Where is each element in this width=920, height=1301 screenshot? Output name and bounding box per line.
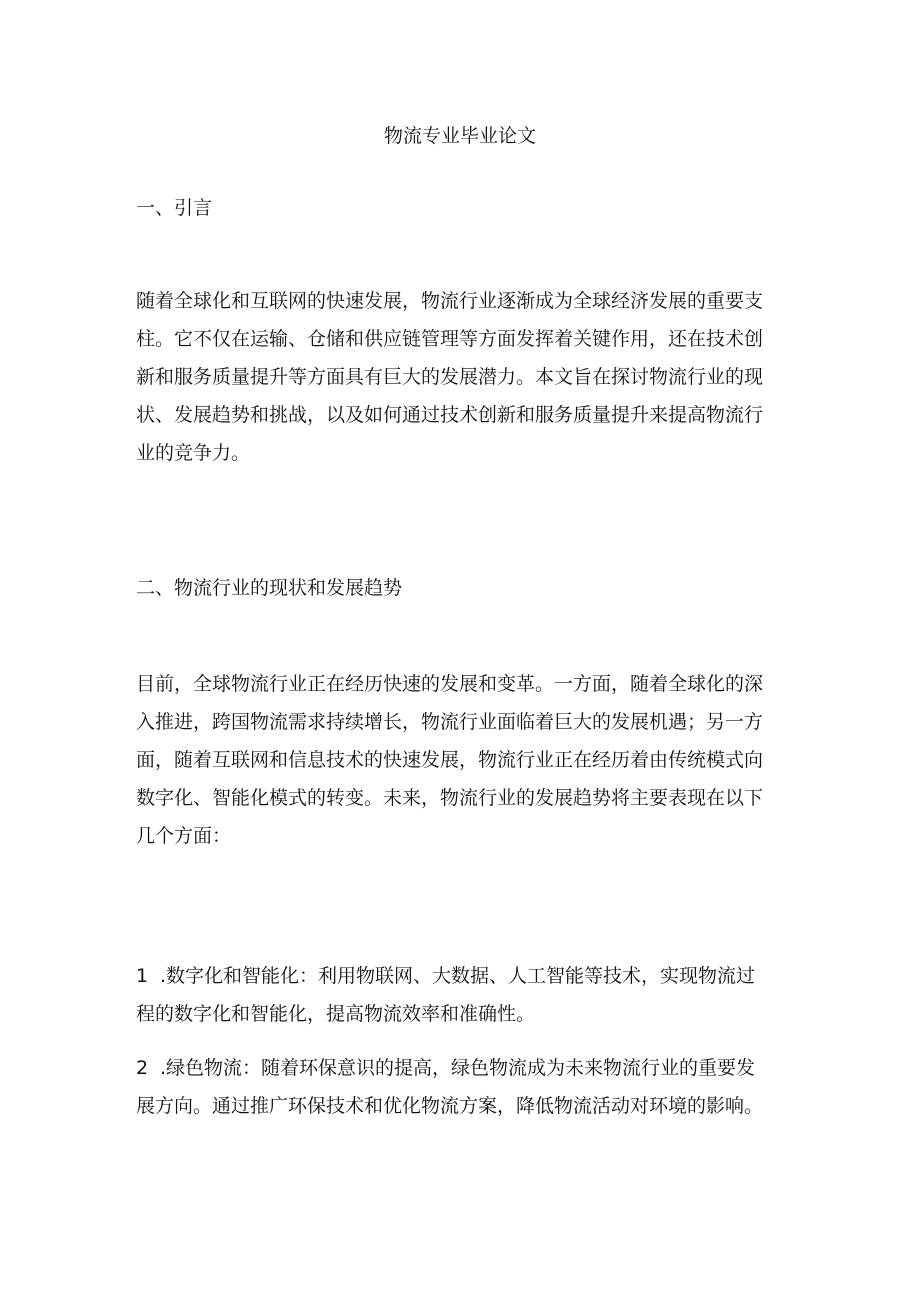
list-item-digital-intelligent (136, 957, 816, 1033)
list-item-text: .数字化和智能化：利用物联网、大数据、人工智能等技术，实现物流过 (160, 965, 756, 987)
paragraph-line: 业的竞争力。 (136, 442, 251, 464)
paragraph-status-trends (136, 665, 796, 855)
list-item-number: 1 (136, 965, 149, 987)
section-heading-status-trends: 二、物流行业的现状和发展趋势 (136, 577, 403, 599)
list-item-text: .绿色物流：随着环保意识的提高，绿色物流成为未来物流行业的重要发 (160, 1057, 756, 1079)
list-item-number: 2 (136, 1057, 149, 1079)
paragraph-line: 状、发展趋势和挑战，以及如何通过技术创新和服务质量提升来提高物流行 (136, 404, 764, 426)
paragraph-line: 柱。它不仅在运输、仓储和供应链管理等方面发挥着关键作用，还在技术创 (136, 328, 764, 350)
section-heading-introduction: 一、引言 (136, 197, 213, 219)
paragraph-line: 目前，全球物流行业正在经历快速的发展和变革。一方面，随着全球化的深 (136, 673, 764, 695)
paragraph-introduction (136, 282, 796, 472)
paragraph-line: 数字化、智能化模式的转变。未来，物流行业的发展趋势将主要表现在以下 (136, 787, 764, 809)
list-item-line (136, 957, 816, 995)
list-item-line (136, 1049, 816, 1087)
list-item-line: 程的数字化和智能化，提高物流效率和准确性。 (136, 1003, 536, 1025)
list-item-green-logistics (136, 1049, 816, 1125)
paragraph-line: 新和服务质量提升等方面具有巨大的发展潜力。本文旨在探讨物流行业的现 (136, 366, 764, 388)
list-item-line: 展方向。通过推广环保技术和优化物流方案，降低物流活动对环境的影响。 (136, 1095, 764, 1117)
paragraph-line: 几个方面： (136, 825, 232, 847)
document-title: 物流专业毕业论文 (383, 125, 536, 147)
paragraph-line: 随着全球化和互联网的快速发展，物流行业逐渐成为全球经济发展的重要支 (136, 290, 764, 312)
paragraph-line: 入推进，跨国物流需求持续增长，物流行业面临着巨大的发展机遇；另一方 (136, 711, 764, 733)
paragraph-line: 面，随着互联网和信息技术的快速发展，物流行业正在经历着由传统模式向 (136, 749, 764, 771)
